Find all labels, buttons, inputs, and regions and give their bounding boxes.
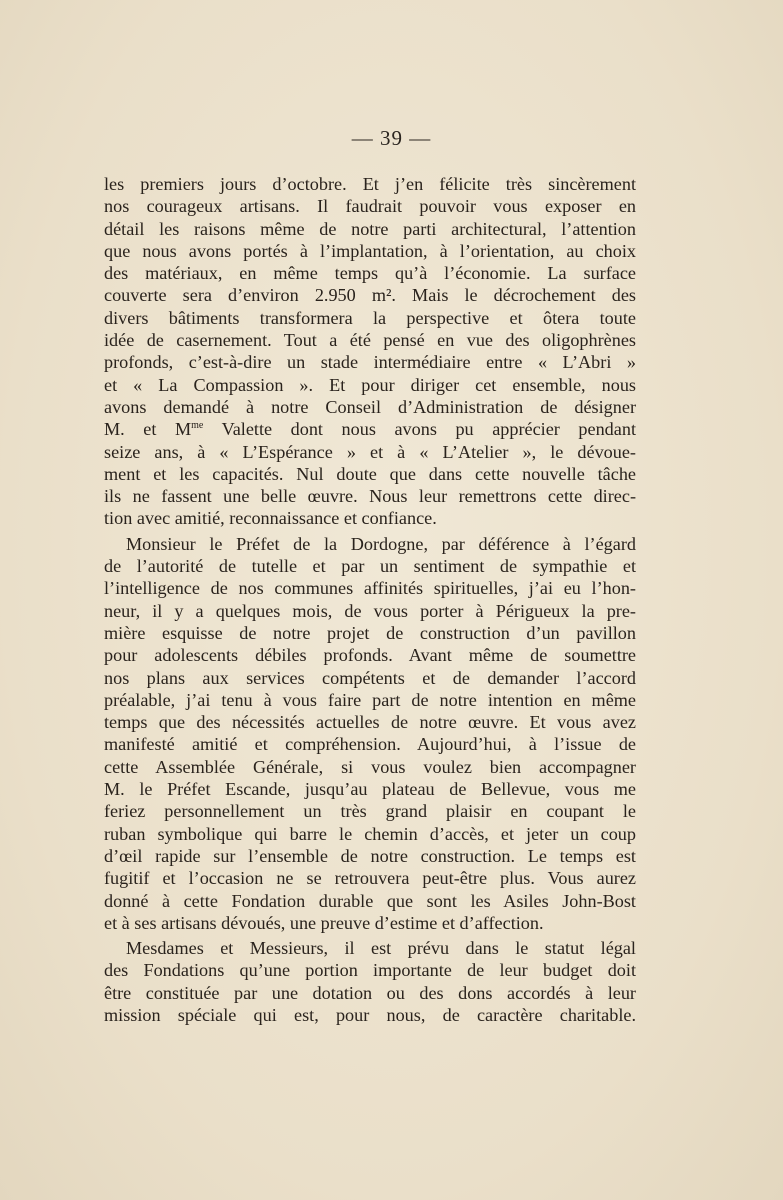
- text-line: neur, il y a quelques mois, de vous porter à Périgueux la pre-: [104, 600, 636, 621]
- text-line: profonds, c’est-à-dire un stade intermédiaire entre « L’Abri »: [104, 352, 636, 373]
- text-line: nos courageux artisans. Il faudrait pouvoir vous exposer en: [104, 196, 636, 217]
- page-number: — 39 —: [351, 126, 432, 150]
- text-line: mière esquisse de notre projet de construction d’un pavillon: [104, 622, 636, 643]
- text-line: idée de casernement. Tout a été pensé en vue des oligophrènes: [104, 330, 636, 351]
- text-line: détail les raisons même de notre parti architectural, l’attention: [104, 218, 636, 239]
- text-line: des matériaux, en même temps qu’à l’économie. La surface: [104, 263, 636, 284]
- text-line: fugitif et l’occasion ne se retrouvera peut-être plus. Vous aurez: [104, 868, 636, 889]
- text-line: avons demandé à notre Conseil d’Administration de désigner: [104, 396, 636, 417]
- text-line: cette Assemblée Générale, si vous voulez bien accompagner: [104, 756, 636, 777]
- text-line: nos plans aux services compétents et de demander l’accord: [104, 667, 636, 688]
- text-line: que nous avons portés à l’implantation, à l’orientation, au choix: [104, 240, 636, 261]
- text-line: et à ses artisans dévoués, une preuve d’estime et d’affection.: [104, 912, 544, 933]
- text-line: temps que des nécessités actuelles de notre œuvre. Et vous avez: [104, 712, 636, 733]
- text-line: manifesté amitié et compréhension. Aujourd’hui, à l’issue de: [104, 734, 636, 755]
- text-line: couverte sera d’environ 2.950 m². Mais le décrochement des: [104, 285, 636, 306]
- text-fragment: Valette dont nous avons pu apprécier pendant: [203, 419, 636, 440]
- text-line: M. le Préfet Escande, jusqu’au plateau de Bellevue, vous me: [104, 779, 636, 800]
- text-line: seize ans, à « L’Espérance » et à « L’Atelier », le dévoue-: [104, 441, 636, 462]
- text-line: donné à cette Fondation durable que sont les Asiles John-Bost: [104, 890, 636, 911]
- text-line: l’intelligence de nos communes affinités spirituelles, j’ai eu l’hon-: [104, 578, 636, 599]
- text-line: feriez personnellement un très grand plaisir en coupant le: [104, 801, 636, 822]
- text-line: Mesdames et Messieurs, il est prévu dans le statut légal: [126, 938, 636, 959]
- text-line: divers bâtiments transformera la perspective et ôtera toute: [104, 307, 636, 328]
- text-line: [104, 418, 636, 440]
- text-line: tion avec amitié, reconnaissance et confiance.: [104, 508, 437, 529]
- paragraph-1: [104, 173, 636, 530]
- text-fragment: M. et M: [104, 419, 192, 440]
- text-line: préalable, j’ai tenu à vous faire part de notre intention en même: [104, 689, 636, 710]
- text-line: être constituée par une dotation ou des dons accordés à leur: [104, 982, 636, 1003]
- text-line: ils ne fassent une belle œuvre. Nous leur remettrons cette direc-: [104, 486, 636, 507]
- paragraph-3: [104, 937, 636, 1026]
- text-line: d’œil rapide sur l’ensemble de notre construction. Le temps est: [104, 845, 636, 866]
- paragraph-2: [104, 533, 636, 934]
- text-line: mission spéciale qui est, pour nous, de caractère charitable.: [104, 1004, 636, 1025]
- text-line: et « La Compassion ». Et pour diriger cet ensemble, nous: [104, 374, 636, 395]
- body-text: [104, 173, 636, 1026]
- superscript: me: [191, 420, 204, 432]
- text-line: des Fondations qu’une portion importante de leur budget doit: [104, 960, 636, 981]
- text-line: pour adolescents débiles profonds. Avant même de soumettre: [104, 645, 636, 666]
- text-line: ruban symbolique qui barre le chemin d’accès, et jeter un coup: [104, 823, 636, 844]
- text-line: Monsieur le Préfet de la Dordogne, par déférence à l’égard: [126, 533, 636, 554]
- text-line: de l’autorité de tutelle et par un sentiment de sympathie et: [104, 556, 636, 577]
- text-line: les premiers jours d’octobre. Et j’en félicite très sincèrement: [104, 174, 636, 194]
- text-line: ment et les capacités. Nul doute que dans cette nouvelle tâche: [104, 463, 636, 484]
